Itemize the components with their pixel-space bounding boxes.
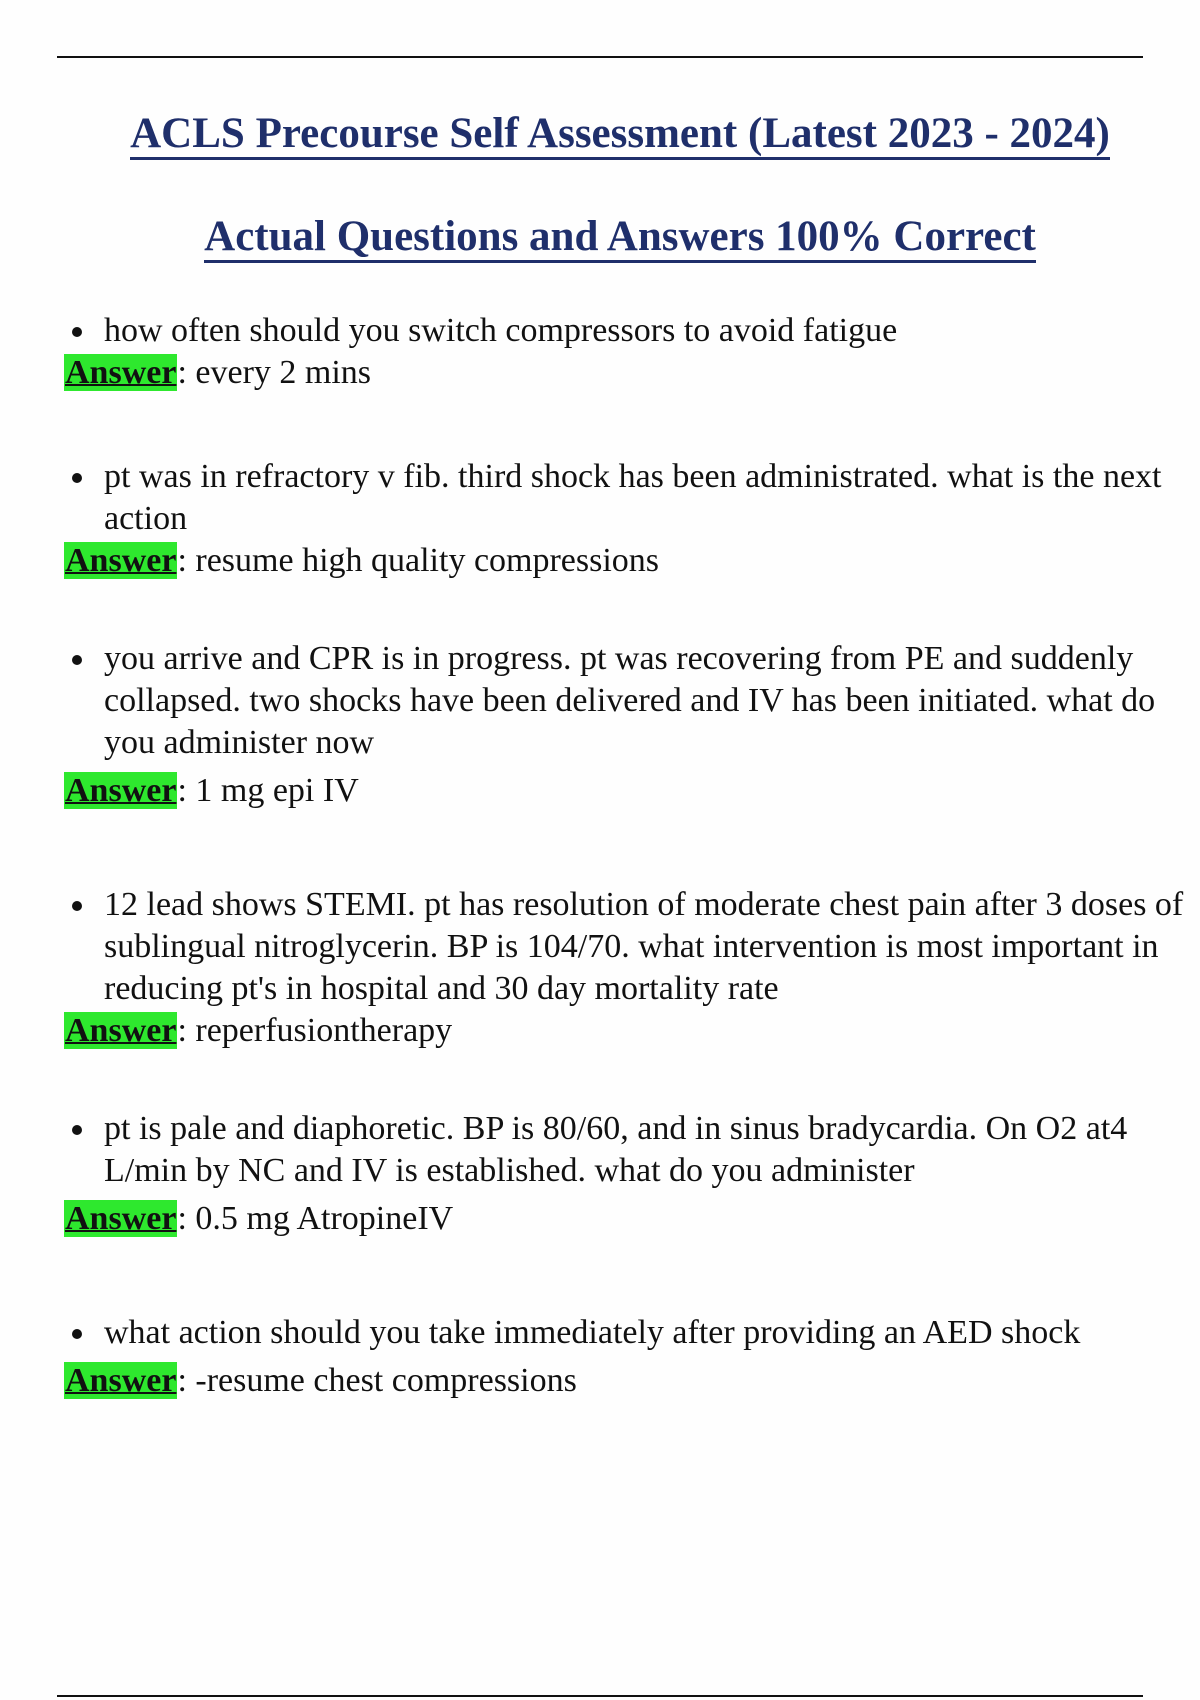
answer-label: Answer bbox=[65, 1362, 177, 1399]
bottom-rule bbox=[57, 1695, 1143, 1697]
document-title bbox=[0, 109, 1200, 159]
answer-label: Answer bbox=[65, 542, 177, 579]
question-6 bbox=[64, 1312, 1192, 1354]
qa-item-5 bbox=[64, 1108, 1192, 1240]
answer-6 bbox=[64, 1360, 1192, 1402]
answer-text: resume high quality compressions bbox=[186, 542, 660, 579]
qa-item-6 bbox=[64, 1312, 1192, 1402]
answer-separator: : bbox=[177, 772, 187, 809]
answer-label: Answer bbox=[65, 1200, 177, 1237]
bullet-icon bbox=[72, 1125, 82, 1135]
answer-separator: : bbox=[177, 1012, 187, 1049]
answer-text: 0.5 mg AtropineIV bbox=[186, 1200, 454, 1237]
bullet-icon bbox=[72, 473, 82, 483]
question-text: you arrive and CPR is in progress. pt was recovering from PE and suddenly collapsed. two shocks have been delivered and IV has been initiated. what do you administer now bbox=[104, 640, 1156, 761]
question-5 bbox=[64, 1108, 1192, 1192]
title-line-2: Actual Questions and Answers 100% Correct bbox=[204, 213, 1036, 263]
question-3 bbox=[64, 638, 1192, 764]
answer-text: reperfusiontherapy bbox=[186, 1012, 453, 1049]
bullet-icon bbox=[72, 901, 82, 911]
qa-item-3 bbox=[64, 638, 1192, 812]
question-text: pt is pale and diaphoretic. BP is 80/60, and in sinus bradycardia. On O2 at4 L/min by NC and IV is established. what do you administer bbox=[104, 1110, 1128, 1189]
question-1 bbox=[64, 310, 1192, 352]
question-text: how often should you switch compressors to avoid fatigue bbox=[104, 312, 898, 349]
answer-label: Answer bbox=[65, 772, 177, 809]
question-text: 12 lead shows STEMI. pt has resolution of moderate chest pain after 3 doses of sublingual nitroglycerin. BP is 104/70. what intervention is most important in reducing pt's in hospital and 30 day mortality rate bbox=[104, 886, 1184, 1007]
answer-2 bbox=[64, 540, 1192, 582]
qa-item-4 bbox=[64, 884, 1192, 1052]
question-4 bbox=[64, 884, 1192, 1010]
answer-text: every 2 mins bbox=[186, 354, 372, 391]
answer-4 bbox=[64, 1010, 1192, 1052]
qa-item-2 bbox=[64, 456, 1192, 582]
answer-label: Answer bbox=[65, 1012, 177, 1049]
answer-separator: : bbox=[177, 1362, 187, 1399]
qa-item-1 bbox=[64, 310, 1192, 394]
bullet-icon bbox=[72, 1329, 82, 1339]
answer-1 bbox=[64, 352, 1192, 394]
answer-label: Answer bbox=[65, 354, 177, 391]
bullet-icon bbox=[72, 327, 82, 337]
top-rule bbox=[57, 56, 1143, 58]
answer-3 bbox=[64, 770, 1192, 812]
answer-separator: : bbox=[177, 542, 187, 579]
question-text: pt was in refractory v fib. third shock has been administrated. what is the next action bbox=[104, 458, 1162, 537]
document-subtitle bbox=[0, 212, 1200, 262]
answer-text: -resume chest compressions bbox=[186, 1362, 577, 1399]
question-2 bbox=[64, 456, 1192, 540]
answer-separator: : bbox=[177, 354, 187, 391]
answer-text: 1 mg epi IV bbox=[186, 772, 359, 809]
answer-5 bbox=[64, 1198, 1192, 1240]
bullet-icon bbox=[72, 655, 82, 665]
question-text: what action should you take immediately after providing an AED shock bbox=[104, 1314, 1081, 1351]
answer-separator: : bbox=[177, 1200, 187, 1237]
title-line-1: ACLS Precourse Self Assessment (Latest 2023 - 2024) bbox=[130, 110, 1110, 160]
